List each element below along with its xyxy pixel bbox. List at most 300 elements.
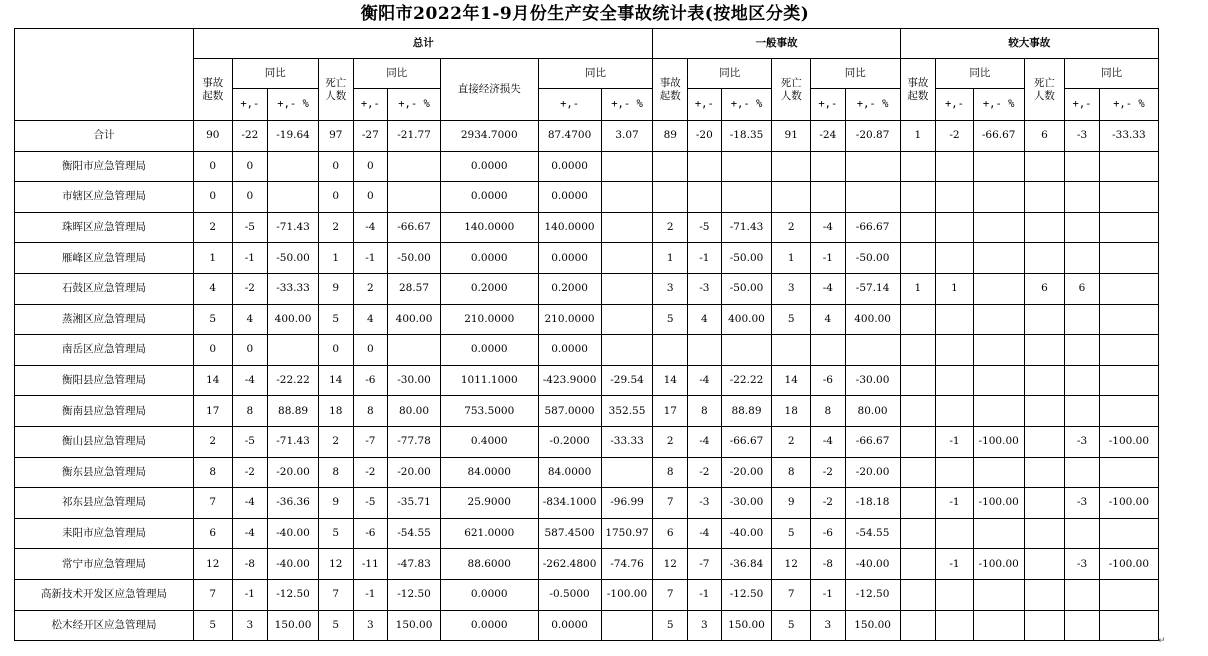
table-cell bbox=[601, 457, 653, 488]
table-cell bbox=[1065, 335, 1100, 366]
total-group-header: 总计 bbox=[193, 29, 653, 59]
table-cell bbox=[936, 457, 974, 488]
table-cell: 1011.1000 bbox=[440, 365, 538, 396]
table-cell: 0.0000 bbox=[538, 610, 601, 641]
table-cell: -21.77 bbox=[388, 121, 441, 152]
table-cell: 5 bbox=[772, 610, 811, 641]
table-cell: 0.4000 bbox=[440, 426, 538, 457]
table-cell: -4 bbox=[811, 212, 846, 243]
general-group-header: 一般事故 bbox=[653, 29, 900, 59]
table-cell: 88.6000 bbox=[440, 549, 538, 580]
table-cell: 0.0000 bbox=[440, 182, 538, 213]
table-cell: -20.00 bbox=[388, 457, 441, 488]
yoy-header: 同比 bbox=[1065, 59, 1159, 89]
table-cell bbox=[388, 151, 441, 182]
table-cell: 0 bbox=[318, 151, 353, 182]
table-cell: -1 bbox=[688, 579, 722, 610]
table-cell: 0 bbox=[353, 151, 388, 182]
table-cell: 150.00 bbox=[268, 610, 319, 641]
table-cell bbox=[973, 365, 1024, 396]
table-row bbox=[15, 182, 1159, 213]
table-cell: 7 bbox=[653, 579, 688, 610]
table-cell: 5 bbox=[318, 610, 353, 641]
table-cell: -47.83 bbox=[388, 549, 441, 580]
table-cell: 400.00 bbox=[268, 304, 319, 335]
table-row bbox=[15, 518, 1159, 549]
plus-minus-header: +,- bbox=[936, 89, 974, 121]
table-cell bbox=[772, 182, 811, 213]
table-cell: -1 bbox=[232, 243, 268, 274]
table-cell: 12 bbox=[653, 549, 688, 580]
table-row bbox=[15, 457, 1159, 488]
table-cell bbox=[1065, 518, 1100, 549]
table-cell: -50.00 bbox=[721, 243, 772, 274]
table-cell: 150.00 bbox=[845, 610, 900, 641]
table-cell: 4 bbox=[353, 304, 388, 335]
table-cell: -36.84 bbox=[721, 549, 772, 580]
table-cell bbox=[936, 518, 974, 549]
table-cell: -7 bbox=[688, 549, 722, 580]
table-cell bbox=[721, 182, 772, 213]
table-cell bbox=[973, 273, 1024, 304]
table-cell: -54.55 bbox=[845, 518, 900, 549]
table-cell bbox=[936, 579, 974, 610]
table-cell bbox=[973, 396, 1024, 427]
table-cell bbox=[1099, 182, 1158, 213]
plus-minus-pct-header: +,- % bbox=[845, 89, 900, 121]
table-body bbox=[15, 121, 1159, 641]
table-row bbox=[15, 304, 1159, 335]
table-cell: 18 bbox=[772, 396, 811, 427]
table-cell: -100.00 bbox=[1099, 549, 1158, 580]
table-cell: 0 bbox=[353, 182, 388, 213]
table-cell bbox=[1099, 212, 1158, 243]
table-cell: 9 bbox=[772, 488, 811, 519]
table-cell: 753.5000 bbox=[440, 396, 538, 427]
plus-minus-pct-header: +,- % bbox=[601, 89, 653, 121]
table-cell: 1 bbox=[900, 121, 936, 152]
table-cell: 14 bbox=[772, 365, 811, 396]
table-cell bbox=[1065, 243, 1100, 274]
table-cell bbox=[1065, 457, 1100, 488]
table-cell: -5 bbox=[232, 212, 268, 243]
table-cell: 4 bbox=[688, 304, 722, 335]
table-cell: -12.50 bbox=[721, 579, 772, 610]
table-cell: -12.50 bbox=[845, 579, 900, 610]
table-cell bbox=[1024, 396, 1065, 427]
table-cell bbox=[811, 182, 846, 213]
table-cell bbox=[653, 151, 688, 182]
table-cell: -40.00 bbox=[268, 518, 319, 549]
table-cell: -1 bbox=[353, 243, 388, 274]
table-cell: -12.50 bbox=[388, 579, 441, 610]
table-cell: -19.64 bbox=[268, 121, 319, 152]
table-cell bbox=[1099, 304, 1158, 335]
table-cell bbox=[601, 610, 653, 641]
table-cell: 2 bbox=[318, 212, 353, 243]
table-cell: -1 bbox=[811, 243, 846, 274]
table-cell: -66.67 bbox=[845, 426, 900, 457]
table-cell: -66.67 bbox=[388, 212, 441, 243]
table-cell bbox=[900, 488, 936, 519]
region-name-cell: 衡山县应急管理局 bbox=[15, 426, 194, 457]
region-name-cell: 石鼓区应急管理局 bbox=[15, 273, 194, 304]
table-row bbox=[15, 243, 1159, 274]
table-cell bbox=[973, 212, 1024, 243]
table-cell bbox=[936, 304, 974, 335]
table-cell: 5 bbox=[653, 610, 688, 641]
table-cell: -4 bbox=[232, 365, 268, 396]
table-cell bbox=[1099, 243, 1158, 274]
table-cell bbox=[601, 212, 653, 243]
table-cell: -4 bbox=[811, 426, 846, 457]
table-cell: 0.0000 bbox=[440, 579, 538, 610]
table-cell bbox=[900, 396, 936, 427]
table-cell: -5 bbox=[353, 488, 388, 519]
table-cell bbox=[1099, 579, 1158, 610]
table-cell: -24 bbox=[811, 121, 846, 152]
table-cell bbox=[973, 579, 1024, 610]
table-cell bbox=[653, 335, 688, 366]
table-cell: -3 bbox=[1065, 426, 1100, 457]
table-row bbox=[15, 335, 1159, 366]
table-cell: 621.0000 bbox=[440, 518, 538, 549]
table-cell: 4 bbox=[232, 304, 268, 335]
table-cell: -2 bbox=[353, 457, 388, 488]
table-cell: 89 bbox=[653, 121, 688, 152]
table-cell: 88.89 bbox=[268, 396, 319, 427]
table-cell bbox=[1024, 365, 1065, 396]
plus-minus-header: +,- bbox=[353, 89, 388, 121]
table-cell: 400.00 bbox=[845, 304, 900, 335]
table-cell bbox=[601, 335, 653, 366]
table-cell: -262.4800 bbox=[538, 549, 601, 580]
table-cell bbox=[1065, 396, 1100, 427]
table-cell bbox=[688, 335, 722, 366]
table-cell: 7 bbox=[318, 579, 353, 610]
table-row bbox=[15, 488, 1159, 519]
table-cell: 7 bbox=[653, 488, 688, 519]
table-cell bbox=[1099, 151, 1158, 182]
table-cell: 8 bbox=[232, 396, 268, 427]
table-cell: 0.0000 bbox=[440, 610, 538, 641]
table-cell: 8 bbox=[772, 457, 811, 488]
table-cell: -7 bbox=[353, 426, 388, 457]
table-cell: 80.00 bbox=[845, 396, 900, 427]
table-cell bbox=[936, 212, 974, 243]
table-cell: -20.00 bbox=[268, 457, 319, 488]
region-name-cell: 市辖区应急管理局 bbox=[15, 182, 194, 213]
table-cell: 587.0000 bbox=[538, 396, 601, 427]
table-row bbox=[15, 610, 1159, 641]
table-cell bbox=[936, 182, 974, 213]
table-cell: 5 bbox=[193, 304, 232, 335]
table-cell bbox=[973, 182, 1024, 213]
table-cell: -66.67 bbox=[721, 426, 772, 457]
table-cell bbox=[1024, 151, 1065, 182]
table-cell bbox=[900, 579, 936, 610]
table-cell: 1 bbox=[900, 273, 936, 304]
table-cell: -2 bbox=[688, 457, 722, 488]
table-cell: 97 bbox=[318, 121, 353, 152]
table-cell: 140.0000 bbox=[440, 212, 538, 243]
table-cell bbox=[601, 304, 653, 335]
table-cell: 3 bbox=[772, 273, 811, 304]
table-cell bbox=[653, 182, 688, 213]
table-cell: -4 bbox=[232, 518, 268, 549]
table-cell: -50.00 bbox=[388, 243, 441, 274]
table-cell bbox=[936, 151, 974, 182]
table-cell: -30.00 bbox=[388, 365, 441, 396]
table-cell bbox=[936, 335, 974, 366]
yoy-header: 同比 bbox=[353, 59, 440, 89]
table-cell: -12.50 bbox=[268, 579, 319, 610]
table-cell: -66.67 bbox=[973, 121, 1024, 152]
table-cell bbox=[900, 243, 936, 274]
table-cell: -3 bbox=[1065, 549, 1100, 580]
table-cell bbox=[973, 457, 1024, 488]
table-cell bbox=[936, 365, 974, 396]
table-cell: -4 bbox=[688, 426, 722, 457]
table-cell: 2 bbox=[772, 212, 811, 243]
table-cell: -18.35 bbox=[721, 121, 772, 152]
region-name-cell: 蒸湘区应急管理局 bbox=[15, 304, 194, 335]
table-cell: 1 bbox=[653, 243, 688, 274]
table-cell bbox=[1099, 396, 1158, 427]
table-row bbox=[15, 549, 1159, 580]
region-header-cell bbox=[15, 29, 194, 121]
table-cell: 400.00 bbox=[388, 304, 441, 335]
table-cell: 0.0000 bbox=[440, 151, 538, 182]
table-cell: -33.33 bbox=[601, 426, 653, 457]
table-cell: -6 bbox=[811, 518, 846, 549]
plus-minus-header: +,- bbox=[811, 89, 846, 121]
region-name-cell: 衡阳县应急管理局 bbox=[15, 365, 194, 396]
table-cell: 5 bbox=[318, 518, 353, 549]
table-cell bbox=[688, 151, 722, 182]
table-cell: -27 bbox=[353, 121, 388, 152]
table-cell: 12 bbox=[772, 549, 811, 580]
table-cell: 0.0000 bbox=[538, 151, 601, 182]
table-cell bbox=[268, 335, 319, 366]
table-cell bbox=[1065, 151, 1100, 182]
table-cell: -2 bbox=[936, 121, 974, 152]
table-cell bbox=[973, 610, 1024, 641]
table-cell: -6 bbox=[353, 365, 388, 396]
table-cell: 0 bbox=[232, 335, 268, 366]
table-cell: -423.9000 bbox=[538, 365, 601, 396]
table-cell: -33.33 bbox=[1099, 121, 1158, 152]
table-cell bbox=[1024, 426, 1065, 457]
table-cell: 3 bbox=[688, 610, 722, 641]
table-cell: -96.99 bbox=[601, 488, 653, 519]
table-cell bbox=[1065, 212, 1100, 243]
table-cell: 0 bbox=[193, 151, 232, 182]
table-cell bbox=[936, 610, 974, 641]
table-cell: 17 bbox=[653, 396, 688, 427]
table-cell: -35.71 bbox=[388, 488, 441, 519]
table-cell: -8 bbox=[811, 549, 846, 580]
loss-header: 直接经济损失 bbox=[440, 59, 538, 121]
table-cell: 2 bbox=[772, 426, 811, 457]
table-cell bbox=[973, 518, 1024, 549]
table-cell bbox=[1065, 579, 1100, 610]
table-cell bbox=[268, 182, 319, 213]
table-cell: -2 bbox=[811, 488, 846, 519]
table-cell: -2 bbox=[232, 457, 268, 488]
table-cell: -54.55 bbox=[388, 518, 441, 549]
table-cell: -50.00 bbox=[721, 273, 772, 304]
table-cell: -3 bbox=[688, 273, 722, 304]
table-row bbox=[15, 579, 1159, 610]
table-cell: 5 bbox=[193, 610, 232, 641]
table-cell: -1 bbox=[688, 243, 722, 274]
table-cell: 2 bbox=[353, 273, 388, 304]
table-cell: 17 bbox=[193, 396, 232, 427]
table-cell: 0.0000 bbox=[538, 243, 601, 274]
table-cell bbox=[1099, 335, 1158, 366]
table-cell: -1 bbox=[232, 579, 268, 610]
table-cell bbox=[601, 182, 653, 213]
table-cell: -29.54 bbox=[601, 365, 653, 396]
table-cell: 9 bbox=[318, 273, 353, 304]
table-cell: 352.55 bbox=[601, 396, 653, 427]
table-cell: 0 bbox=[353, 335, 388, 366]
table-cell: 7 bbox=[772, 579, 811, 610]
plus-minus-header: +,- bbox=[1065, 89, 1100, 121]
plus-minus-pct-header: +,- % bbox=[973, 89, 1024, 121]
table-cell: -57.14 bbox=[845, 273, 900, 304]
table-cell: -100.00 bbox=[973, 549, 1024, 580]
table-cell: -66.67 bbox=[845, 212, 900, 243]
table-cell: -71.43 bbox=[721, 212, 772, 243]
table-cell bbox=[1024, 457, 1065, 488]
table-cell: 0.0000 bbox=[538, 335, 601, 366]
table-cell: -100.00 bbox=[973, 426, 1024, 457]
table-cell bbox=[772, 335, 811, 366]
table-cell: -1 bbox=[811, 579, 846, 610]
table-cell bbox=[1024, 304, 1065, 335]
table-cell bbox=[601, 151, 653, 182]
table-cell: -1 bbox=[936, 488, 974, 519]
table-cell: 0.2000 bbox=[440, 273, 538, 304]
deaths-header: 死亡 人数 bbox=[1024, 59, 1065, 121]
table-cell: -20.00 bbox=[721, 457, 772, 488]
table-cell: -4 bbox=[353, 212, 388, 243]
table-cell: -4 bbox=[688, 518, 722, 549]
table-cell: 2 bbox=[653, 426, 688, 457]
table-cell bbox=[1099, 610, 1158, 641]
table-cell: -33.33 bbox=[268, 273, 319, 304]
table-cell: -1 bbox=[936, 549, 974, 580]
region-name-cell: 常宁市应急管理局 bbox=[15, 549, 194, 580]
table-cell bbox=[973, 151, 1024, 182]
table-cell bbox=[1024, 518, 1065, 549]
table-cell: 6 bbox=[653, 518, 688, 549]
table-cell: 91 bbox=[772, 121, 811, 152]
table-cell: -2 bbox=[232, 273, 268, 304]
table-cell: -22 bbox=[232, 121, 268, 152]
plus-minus-pct-header: +,- % bbox=[388, 89, 441, 121]
table-cell: 80.00 bbox=[388, 396, 441, 427]
table-cell: -834.1000 bbox=[538, 488, 601, 519]
table-cell: -40.00 bbox=[721, 518, 772, 549]
table-cell: -100.00 bbox=[1099, 488, 1158, 519]
table-cell: -0.2000 bbox=[538, 426, 601, 457]
table-cell: 0 bbox=[318, 182, 353, 213]
table-cell bbox=[1024, 243, 1065, 274]
table-row bbox=[15, 426, 1159, 457]
table-cell: -74.76 bbox=[601, 549, 653, 580]
table-cell bbox=[1024, 182, 1065, 213]
table-cell: 1750.97 bbox=[601, 518, 653, 549]
table-cell: 18 bbox=[318, 396, 353, 427]
table-cell: 9 bbox=[318, 488, 353, 519]
region-name-cell: 衡阳市应急管理局 bbox=[15, 151, 194, 182]
table-cell: -77.78 bbox=[388, 426, 441, 457]
yoy-header: 同比 bbox=[811, 59, 901, 89]
table-cell: -2 bbox=[811, 457, 846, 488]
table-cell: 3 bbox=[653, 273, 688, 304]
table-cell bbox=[936, 243, 974, 274]
deaths-header: 死亡 人数 bbox=[772, 59, 811, 121]
table-cell bbox=[1024, 335, 1065, 366]
table-cell bbox=[845, 182, 900, 213]
region-name-cell: 珠晖区应急管理局 bbox=[15, 212, 194, 243]
table-cell bbox=[811, 151, 846, 182]
table-cell: 7 bbox=[193, 579, 232, 610]
table-cell bbox=[268, 151, 319, 182]
table-cell: -11 bbox=[353, 549, 388, 580]
table-cell: 12 bbox=[318, 549, 353, 580]
table-cell: -8 bbox=[232, 549, 268, 580]
table-cell: 14 bbox=[318, 365, 353, 396]
table-cell: 150.00 bbox=[388, 610, 441, 641]
table-cell: 1 bbox=[318, 243, 353, 274]
table-cell bbox=[900, 549, 936, 580]
table-cell: 90 bbox=[193, 121, 232, 152]
table-cell: 6 bbox=[1065, 273, 1100, 304]
region-name-cell: 雁峰区应急管理局 bbox=[15, 243, 194, 274]
table-cell: 88.89 bbox=[721, 396, 772, 427]
table-cell: -40.00 bbox=[845, 549, 900, 580]
table-cell: -100.00 bbox=[1099, 426, 1158, 457]
table-cell bbox=[1065, 610, 1100, 641]
region-name-cell: 祁东县应急管理局 bbox=[15, 488, 194, 519]
table-cell: -20 bbox=[688, 121, 722, 152]
table-cell bbox=[721, 335, 772, 366]
table-cell bbox=[1099, 365, 1158, 396]
plus-minus-pct-header: +,- % bbox=[268, 89, 319, 121]
table-cell bbox=[1024, 579, 1065, 610]
table-cell bbox=[900, 335, 936, 366]
table-cell: -50.00 bbox=[845, 243, 900, 274]
table-cell: -22.22 bbox=[268, 365, 319, 396]
table-cell: 0 bbox=[193, 182, 232, 213]
yoy-header: 同比 bbox=[538, 59, 653, 89]
table-cell: 8 bbox=[811, 396, 846, 427]
table-cell bbox=[601, 273, 653, 304]
table-cell: 6 bbox=[1024, 273, 1065, 304]
table-cell: 0.0000 bbox=[440, 243, 538, 274]
table-cell: 0 bbox=[318, 335, 353, 366]
table-cell: -30.00 bbox=[845, 365, 900, 396]
table-cell: 8 bbox=[688, 396, 722, 427]
table-cell: 84.0000 bbox=[440, 457, 538, 488]
table-cell: -3 bbox=[1065, 121, 1100, 152]
table-cell: -6 bbox=[353, 518, 388, 549]
table-cell: -1 bbox=[353, 579, 388, 610]
